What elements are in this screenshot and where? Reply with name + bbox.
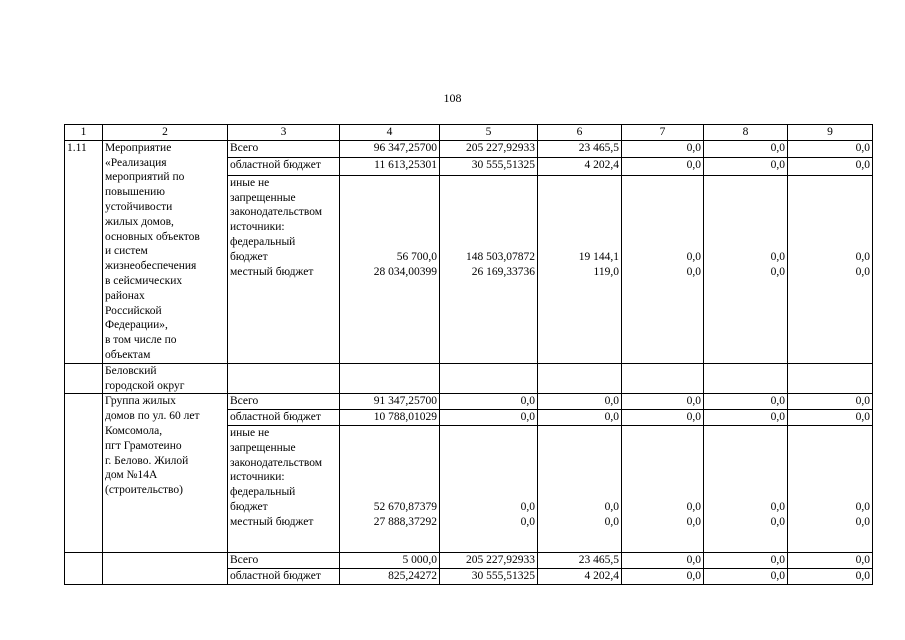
value-cell: 0,0	[704, 568, 788, 584]
table-row	[65, 363, 873, 394]
source-line: запрещенные	[230, 441, 296, 454]
source-label: областной бюджет	[228, 410, 340, 426]
value: 0,0	[770, 250, 785, 263]
source-line: бюджет	[230, 250, 268, 263]
source-label: Всего	[228, 552, 340, 568]
row-code	[65, 363, 103, 394]
value: 56 700,0	[396, 250, 437, 263]
value-cell	[704, 175, 788, 363]
object-name	[103, 552, 228, 584]
value: 52 670,87379	[373, 500, 437, 513]
value-cell: 0,0	[440, 410, 538, 426]
value: 19 144,1	[578, 250, 619, 263]
header-cell: 1	[65, 125, 103, 141]
value-cell: 0,0	[622, 394, 704, 410]
value-cell	[704, 425, 788, 552]
value-cell: 0,0	[788, 568, 873, 584]
source-line: местный бюджет	[230, 515, 314, 528]
event-name-line: в том числе по	[105, 334, 177, 347]
district-name	[103, 363, 228, 394]
value-cell: 825,24272	[340, 568, 440, 584]
source-line: законодательством	[230, 206, 323, 219]
header-cell: 9	[788, 125, 873, 141]
event-name-line: повышению	[105, 186, 165, 199]
value: 0,0	[770, 515, 785, 528]
source-line: иные не	[230, 176, 270, 189]
value-cell	[788, 425, 873, 552]
table-row	[65, 140, 873, 157]
value: 0,0	[855, 250, 870, 263]
value-cell: 4 202,4	[538, 568, 622, 584]
value-cell: 0,0	[788, 410, 873, 426]
value-cell	[788, 175, 873, 363]
event-name-line: Федерации»,	[105, 319, 168, 332]
value-cell	[340, 175, 440, 363]
event-name-line: устойчивости	[105, 200, 173, 213]
value-cell: 0,0	[440, 394, 538, 410]
value-cell: 4 202,4	[538, 158, 622, 175]
event-name-line: в сейсмических	[105, 274, 183, 287]
table-row	[65, 394, 873, 410]
value: 119,0	[593, 265, 619, 278]
event-name-line: жилых домов,	[105, 215, 174, 228]
value-cell: 205 227,92933	[440, 552, 538, 568]
value-cell: 0,0	[538, 394, 622, 410]
value: 0,0	[770, 265, 785, 278]
value: 148 503,07872	[466, 250, 535, 263]
value-cell: 11 613,25301	[340, 158, 440, 175]
source-label: Всего	[228, 140, 340, 157]
value-cell: 0,0	[622, 140, 704, 157]
source-line: источники:	[230, 471, 285, 484]
value-cell: 0,0	[704, 140, 788, 157]
value-cell: 23 465,5	[538, 140, 622, 157]
header-cell: 4	[340, 125, 440, 141]
value-cell: 0,0	[788, 158, 873, 175]
source-label	[228, 425, 340, 552]
value-cell	[538, 175, 622, 363]
row-code: 1.11	[65, 140, 103, 363]
source-label: областной бюджет	[228, 568, 340, 584]
source-line: иные не	[230, 426, 270, 439]
event-name-line: Мероприятие	[105, 141, 172, 154]
source-label: областной бюджет	[228, 158, 340, 175]
header-cell: 3	[228, 125, 340, 141]
source-line: источники:	[230, 221, 285, 234]
object-name-line: г. Белово. Жилой	[105, 454, 189, 467]
header-cell: 2	[103, 125, 228, 141]
source-line: федеральный	[230, 235, 296, 248]
event-name-line: жизнеобеспечения	[105, 260, 197, 273]
value-cell: 96 347,25700	[340, 140, 440, 157]
header-cell: 5	[440, 125, 538, 141]
value-cell: 0,0	[788, 140, 873, 157]
value-cell: 0,0	[622, 552, 704, 568]
value-cell: 0,0	[788, 552, 873, 568]
value-cell	[440, 425, 538, 552]
value-cell	[622, 425, 704, 552]
event-name-line: объектам	[105, 348, 151, 361]
source-line: местный бюджет	[230, 265, 314, 278]
value-cell: 0,0	[622, 568, 704, 584]
budget-table	[64, 124, 873, 585]
header-cell: 6	[538, 125, 622, 141]
event-name-line: основных объектов	[105, 230, 200, 243]
source-line: запрещенные	[230, 191, 296, 204]
value-cell: 5 000,0	[340, 552, 440, 568]
header-cell: 7	[622, 125, 704, 141]
value: 0,0	[604, 515, 619, 528]
value: 0,0	[686, 250, 701, 263]
source-line: бюджет	[230, 500, 268, 513]
value: 28 034,00399	[373, 265, 437, 278]
object-name-line: дом №14А	[105, 469, 158, 482]
value-cell	[440, 175, 538, 363]
source-label: Всего	[228, 394, 340, 410]
district-name-line: Беловский	[105, 364, 157, 377]
event-name-line: мероприятий по	[105, 171, 185, 184]
event-name	[103, 140, 228, 363]
district-name-line: городской округ	[105, 379, 185, 392]
object-name-line: Группа жилых	[105, 395, 176, 408]
value: 0,0	[604, 500, 619, 513]
value: 26 169,33736	[471, 265, 535, 278]
value-cell: 30 555,51325	[440, 158, 538, 175]
value: 0,0	[520, 515, 535, 528]
value-cell	[340, 425, 440, 552]
value-cell: 91 347,25700	[340, 394, 440, 410]
value-cell	[622, 175, 704, 363]
value: 0,0	[520, 500, 535, 513]
object-name-line: домов по ул. 60 лет	[105, 410, 200, 423]
value-cell: 0,0	[622, 158, 704, 175]
value-cell: 30 555,51325	[440, 568, 538, 584]
value: 0,0	[855, 500, 870, 513]
value: 27 888,37292	[373, 515, 437, 528]
event-name-line: «Реализация	[105, 156, 167, 169]
source-line: законодательством	[230, 456, 323, 469]
value: 0,0	[855, 515, 870, 528]
value-cell: 0,0	[788, 394, 873, 410]
value: 0,0	[686, 515, 701, 528]
value-cell: 0,0	[704, 158, 788, 175]
value: 0,0	[855, 265, 870, 278]
source-label	[228, 175, 340, 363]
event-name-line: районах	[105, 289, 145, 302]
value: 0,0	[686, 265, 701, 278]
value-cell: 0,0	[622, 410, 704, 426]
value: 0,0	[686, 500, 701, 513]
value-cell: 0,0	[704, 410, 788, 426]
event-name-line: Российской	[105, 304, 162, 317]
object-name	[103, 394, 228, 553]
value-cell: 0,0	[704, 552, 788, 568]
object-name-line: (строительство)	[105, 484, 183, 497]
page-number: 108	[443, 91, 462, 105]
value: 0,0	[770, 500, 785, 513]
header-row	[65, 125, 873, 141]
value-cell: 0,0	[704, 394, 788, 410]
table-row	[65, 552, 873, 568]
value-cell: 0,0	[538, 410, 622, 426]
header-cell: 8	[704, 125, 788, 141]
event-name-line: и систем	[105, 245, 148, 258]
object-name-line: пгт Грамотеино	[105, 439, 182, 452]
value-cell: 23 465,5	[538, 552, 622, 568]
value-cell: 10 788,01029	[340, 410, 440, 426]
row-code	[65, 552, 103, 584]
row-code	[65, 394, 103, 553]
source-line: федеральный	[230, 486, 296, 499]
value-cell: 205 227,92933	[440, 140, 538, 157]
value-cell	[538, 425, 622, 552]
object-name-line: Комсомола,	[105, 424, 163, 437]
